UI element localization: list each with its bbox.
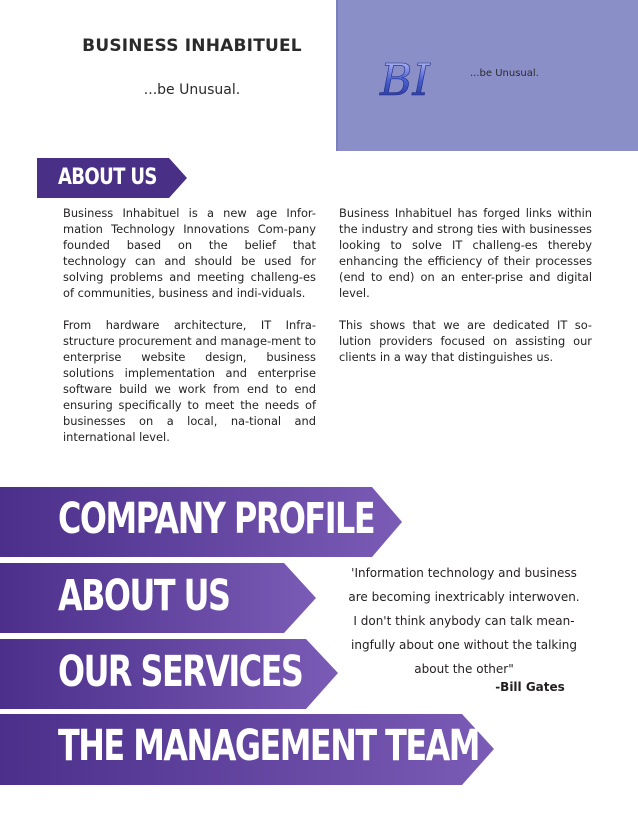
management-team-link[interactable]: THE MANAGEMENT TEAM	[58, 721, 479, 771]
quote-line: ingfully about one without the talking	[351, 638, 577, 652]
company-tagline: ...be Unusual.	[143, 82, 241, 98]
header-divider	[336, 0, 338, 151]
about-paragraph: From hardware architecture, IT Infra-structure procurement and manage-ment to enterprise website design, business solutions implementation and enterprise software build we work from end to end ensuring specifically to meet the needs of businesses on a local, na-tional and international level.	[63, 318, 316, 444]
about-paragraph: Business Inhabituel is a new age Infor-mation Technology Innovations Com-pany founded based on the belief that technology can and should be used for solving problems and meeting challeng-es of communities, business and indi-viduals.	[63, 206, 316, 300]
logo-lettering: BI	[380, 57, 430, 101]
quote-block	[327, 561, 601, 681]
bi-logo	[374, 57, 468, 101]
company-name-heading: BUSINESS INHABITUEL	[82, 36, 302, 56]
about-left-column	[63, 205, 316, 461]
logo-tagline: ...be Unusual.	[470, 68, 539, 79]
company-profile-link[interactable]: COMPANY PROFILE	[58, 494, 375, 544]
quote-line: 'Information technology and business	[351, 566, 577, 580]
quote-line: are becoming inextricably interwoven.	[348, 590, 580, 604]
about-us-banner-label: ABOUT US	[58, 165, 157, 190]
about-right-column	[339, 205, 592, 381]
about-us-link[interactable]: ABOUT US	[58, 571, 230, 621]
about-paragraph: Business Inhabituel has forged links within the industry and strong ties with businesses looking to solve IT challeng-es thereby enhancing the efficiency of their processes (end to end) on an enter-prise and digital level.	[339, 206, 592, 300]
quote-line: I don't think anybody can talk mean-	[353, 614, 575, 628]
about-paragraph: This shows that we are dedicated IT so-lution providers focused on assisting our clients in a way that distinguishes us.	[339, 318, 592, 364]
quote-author: -Bill Gates	[495, 680, 565, 694]
our-services-link[interactable]: OUR SERVICES	[58, 647, 303, 697]
quote-line: about the other"	[414, 662, 514, 676]
